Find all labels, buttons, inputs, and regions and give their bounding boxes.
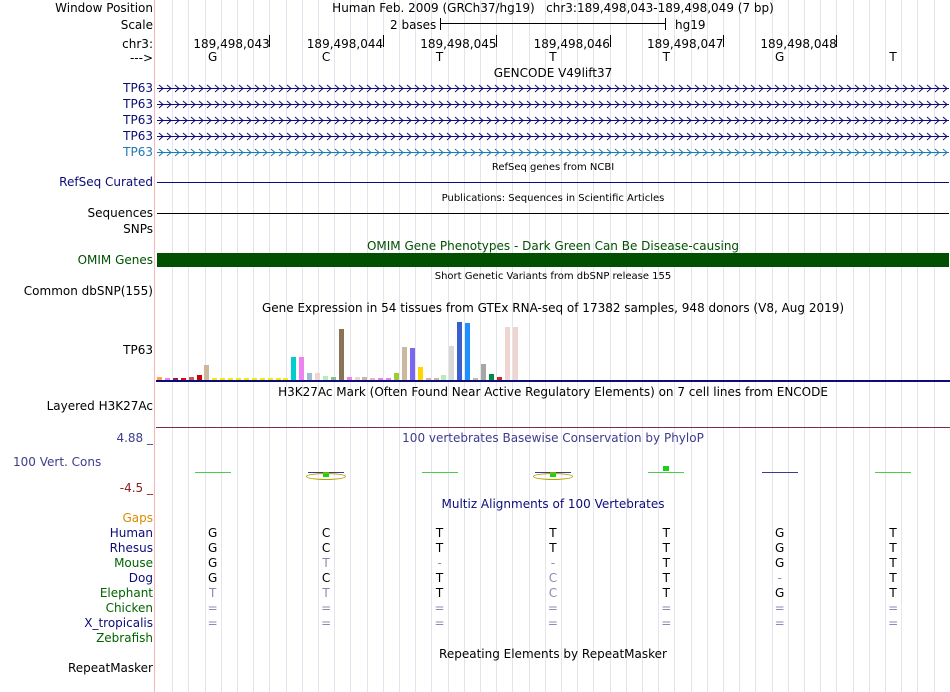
phylop-score-mark[interactable] bbox=[663, 466, 669, 471]
gtex-tissue-bar[interactable] bbox=[204, 365, 209, 380]
multiz-aligned-base: G bbox=[775, 541, 785, 555]
multiz-aligned-base: - bbox=[437, 556, 442, 570]
multiz-aligned-base: = bbox=[888, 616, 899, 630]
multiz-aligned-base: T bbox=[435, 571, 444, 585]
gtex-tissue-bar[interactable] bbox=[449, 346, 454, 380]
gencode-transcript-line[interactable] bbox=[157, 84, 949, 93]
phylop-score-mark[interactable] bbox=[195, 472, 231, 473]
multiz-aligned-base: T bbox=[662, 541, 670, 555]
refseq-track-label[interactable]: RefSeq Curated bbox=[59, 175, 153, 189]
multiz-aligned-base: = bbox=[321, 616, 332, 630]
refseq-track-title[interactable]: RefSeq genes from NCBI bbox=[491, 162, 615, 173]
phylop-score-mark[interactable] bbox=[306, 473, 346, 480]
gencode-transcript-label[interactable]: TP63 bbox=[123, 81, 153, 95]
multiz-track-title[interactable]: Multiz Alignments of 100 Vertebrates bbox=[441, 497, 665, 511]
coordinate-tick bbox=[269, 35, 270, 47]
coordinate-tick bbox=[383, 35, 384, 47]
publications-track-title[interactable]: Publications: Sequences in Scientific Articles bbox=[441, 193, 665, 204]
multiz-aligned-base: C bbox=[548, 586, 558, 600]
multiz-aligned-base: - bbox=[550, 556, 556, 570]
multiz-aligned-base: = bbox=[888, 601, 899, 615]
base-letter: G bbox=[208, 50, 218, 64]
gtex-tissue-bar[interactable] bbox=[291, 357, 296, 380]
multiz-species-label[interactable]: Mouse bbox=[114, 556, 153, 570]
phylop-track-title[interactable]: 100 vertebrates Basewise Conservation by PhyloP bbox=[402, 431, 704, 445]
phylop-min-label: -4.5 _ bbox=[119, 481, 153, 495]
gtex-track-title[interactable]: Gene Expression in 54 tissues from GTEx RNA-seq of 17382 samples, 948 donors (V8, Aug 2019) bbox=[261, 301, 845, 315]
phylop-signal[interactable] bbox=[156, 446, 950, 496]
multiz-aligned-base: = bbox=[661, 601, 672, 615]
gtex-gene-line bbox=[156, 380, 950, 382]
multiz-aligned-base: = bbox=[207, 616, 218, 630]
gtex-tissue-bar[interactable] bbox=[394, 373, 399, 380]
coordinate-label: 189,498,045 bbox=[420, 37, 497, 51]
multiz-aligned-base: G bbox=[208, 541, 218, 555]
gtex-tissue-bar[interactable] bbox=[513, 327, 518, 380]
dbsnp-track-label[interactable]: Common dbSNP(155) bbox=[23, 284, 153, 298]
multiz-species-label[interactable]: Elephant bbox=[99, 586, 153, 600]
multiz-aligned-base: = bbox=[774, 616, 785, 630]
multiz-aligned-base: C bbox=[321, 541, 331, 555]
gencode-transcript-label[interactable]: TP63 bbox=[123, 129, 153, 143]
scale-label: Scale bbox=[120, 18, 153, 32]
multiz-aligned-base: T bbox=[549, 541, 557, 555]
multiz-aligned-base: = bbox=[321, 601, 332, 615]
multiz-gaps-label[interactable]: Gaps bbox=[122, 511, 153, 525]
h3k27ac-track-title[interactable]: H3K27Ac Mark (Often Found Near Active Regulatory Elements) on 7 cell lines from ENCODE bbox=[278, 385, 828, 399]
phylop-score-mark[interactable] bbox=[762, 472, 798, 473]
multiz-aligned-base: T bbox=[889, 571, 897, 585]
multiz-aligned-base: G bbox=[775, 586, 785, 600]
base-letter: G bbox=[775, 50, 785, 64]
multiz-aligned-base: T bbox=[662, 586, 670, 600]
gencode-transcript-line[interactable] bbox=[157, 100, 949, 109]
chrom-label: chr3: bbox=[122, 37, 153, 51]
multiz-aligned-base: = bbox=[434, 601, 445, 615]
coordinate-label: 189,498,048 bbox=[760, 37, 837, 51]
scale-bar bbox=[440, 18, 666, 30]
window-position-label: Window Position bbox=[55, 1, 153, 15]
gencode-transcript-label[interactable]: TP63 bbox=[123, 97, 153, 111]
omim-track-title[interactable]: OMIM Gene Phenotypes - Dark Green Can Be Disease-causing bbox=[366, 239, 740, 253]
publications-sequences-label[interactable]: Sequences bbox=[87, 206, 153, 220]
label-divider bbox=[154, 0, 155, 692]
multiz-aligned-base: G bbox=[775, 526, 785, 540]
multiz-aligned-base: = bbox=[547, 601, 558, 615]
scale-value: 2 bases bbox=[390, 18, 437, 32]
phylop-score-mark[interactable] bbox=[533, 473, 573, 480]
multiz-aligned-base: = bbox=[774, 601, 785, 615]
gtex-tissue-bar[interactable] bbox=[339, 329, 344, 380]
gtex-bar-chart[interactable] bbox=[156, 316, 950, 381]
multiz-aligned-base: T bbox=[435, 586, 444, 600]
scale-assembly: hg19 bbox=[675, 18, 706, 32]
multiz-aligned-base: C bbox=[321, 571, 331, 585]
h3k27ac-track-label[interactable]: Layered H3K27Ac bbox=[46, 399, 153, 413]
gencode-transcript-label[interactable]: TP63 bbox=[123, 145, 153, 159]
multiz-aligned-base: T bbox=[889, 526, 897, 540]
multiz-aligned-base: T bbox=[322, 556, 330, 570]
coordinate-label: 189,498,043 bbox=[193, 37, 270, 51]
multiz-aligned-base: T bbox=[662, 526, 670, 540]
coordinate-tick bbox=[723, 35, 724, 47]
multiz-aligned-base: G bbox=[775, 556, 785, 570]
window-position-value: Human Feb. 2009 (GRCh37/hg19) chr3:189,498,043-189,498,049 (7 bp) bbox=[332, 1, 774, 15]
h3k27ac-baseline bbox=[156, 427, 950, 428]
publications-line[interactable] bbox=[157, 213, 949, 214]
multiz-aligned-base: G bbox=[208, 556, 218, 570]
multiz-aligned-base: C bbox=[321, 526, 331, 540]
multiz-aligned-base: T bbox=[435, 541, 444, 555]
multiz-aligned-base: T bbox=[209, 586, 217, 600]
gtex-tissue-bar[interactable] bbox=[299, 357, 304, 380]
multiz-aligned-base: C bbox=[548, 571, 558, 585]
multiz-aligned-base: T bbox=[662, 571, 670, 585]
gtex-tissue-bar[interactable] bbox=[465, 323, 470, 380]
multiz-aligned-base: = bbox=[547, 616, 558, 630]
gtex-tissue-bar[interactable] bbox=[457, 322, 462, 380]
phylop-track-label[interactable]: 100 Vert. Cons bbox=[13, 455, 102, 469]
dbsnp-track-title[interactable]: Short Genetic Variants from dbSNP release 155 bbox=[434, 271, 672, 282]
phylop-score-mark[interactable] bbox=[648, 472, 684, 473]
multiz-aligned-base: = bbox=[661, 616, 672, 630]
base-letter: T bbox=[435, 50, 444, 64]
omim-gene-bar[interactable] bbox=[157, 253, 949, 267]
gencode-transcript-line[interactable] bbox=[157, 148, 949, 157]
gencode-transcript-line[interactable] bbox=[157, 116, 949, 125]
omim-track-label[interactable]: OMIM Genes bbox=[77, 253, 153, 267]
refseq-gene-line[interactable] bbox=[157, 182, 949, 183]
multiz-aligned-base: T bbox=[889, 556, 897, 570]
phylop-score-mark[interactable] bbox=[875, 472, 911, 473]
gtex-tissue-bar[interactable] bbox=[418, 367, 423, 380]
phylop-score-mark[interactable] bbox=[422, 472, 458, 473]
multiz-aligned-base: T bbox=[435, 526, 444, 540]
gencode-transcript-line[interactable] bbox=[157, 132, 949, 141]
multiz-aligned-base: = bbox=[207, 601, 218, 615]
multiz-species-label[interactable]: Chicken bbox=[105, 601, 153, 615]
gtex-tissue-bar[interactable] bbox=[505, 327, 510, 380]
phylop-max-label: 4.88 _ bbox=[116, 431, 153, 445]
gtex-tissue-bar[interactable] bbox=[410, 348, 415, 380]
multiz-species-label[interactable]: Zebrafish bbox=[96, 631, 153, 645]
gencode-track-title[interactable]: GENCODE V49lift37 bbox=[493, 66, 613, 80]
base-letter: T bbox=[889, 50, 897, 64]
multiz-species-label[interactable]: Rhesus bbox=[109, 541, 153, 555]
multiz-aligned-base: T bbox=[322, 586, 330, 600]
coordinate-tick bbox=[496, 35, 497, 47]
multiz-aligned-base: T bbox=[662, 556, 670, 570]
gtex-tissue-bar[interactable] bbox=[315, 373, 320, 380]
repeatmasker-track-title[interactable]: Repeating Elements by RepeatMasker bbox=[439, 647, 667, 661]
base-letter: T bbox=[549, 50, 557, 64]
gtex-tissue-bar[interactable] bbox=[481, 364, 486, 380]
coordinate-label: 189,498,046 bbox=[533, 37, 610, 51]
gencode-transcript-label[interactable]: TP63 bbox=[123, 113, 153, 127]
gtex-track-label[interactable]: TP63 bbox=[123, 343, 153, 357]
multiz-aligned-base: T bbox=[549, 526, 557, 540]
multiz-species-label[interactable]: Human bbox=[109, 526, 153, 540]
multiz-aligned-base: G bbox=[208, 526, 218, 540]
multiz-aligned-base: G bbox=[208, 571, 218, 585]
publications-snps-label[interactable]: SNPs bbox=[123, 222, 153, 236]
base-letter: T bbox=[662, 50, 670, 64]
repeatmasker-track-label[interactable]: RepeatMasker bbox=[67, 661, 153, 675]
coordinate-tick bbox=[610, 35, 611, 47]
base-letter: C bbox=[321, 50, 331, 64]
multiz-species-label[interactable]: X_tropicalis bbox=[84, 616, 153, 630]
strand-label: ---> bbox=[129, 51, 153, 65]
gtex-tissue-bar[interactable] bbox=[307, 373, 312, 380]
coordinate-label: 189,498,044 bbox=[306, 37, 384, 51]
coordinate-tick bbox=[836, 35, 837, 47]
multiz-aligned-base: T bbox=[889, 586, 897, 600]
gtex-tissue-bar[interactable] bbox=[402, 347, 407, 380]
multiz-species-label[interactable]: Dog bbox=[128, 571, 153, 585]
coordinate-label: 189,498,047 bbox=[647, 37, 724, 51]
multiz-aligned-base: T bbox=[889, 541, 897, 555]
multiz-aligned-base: = bbox=[434, 616, 445, 630]
multiz-aligned-base: - bbox=[777, 571, 782, 585]
